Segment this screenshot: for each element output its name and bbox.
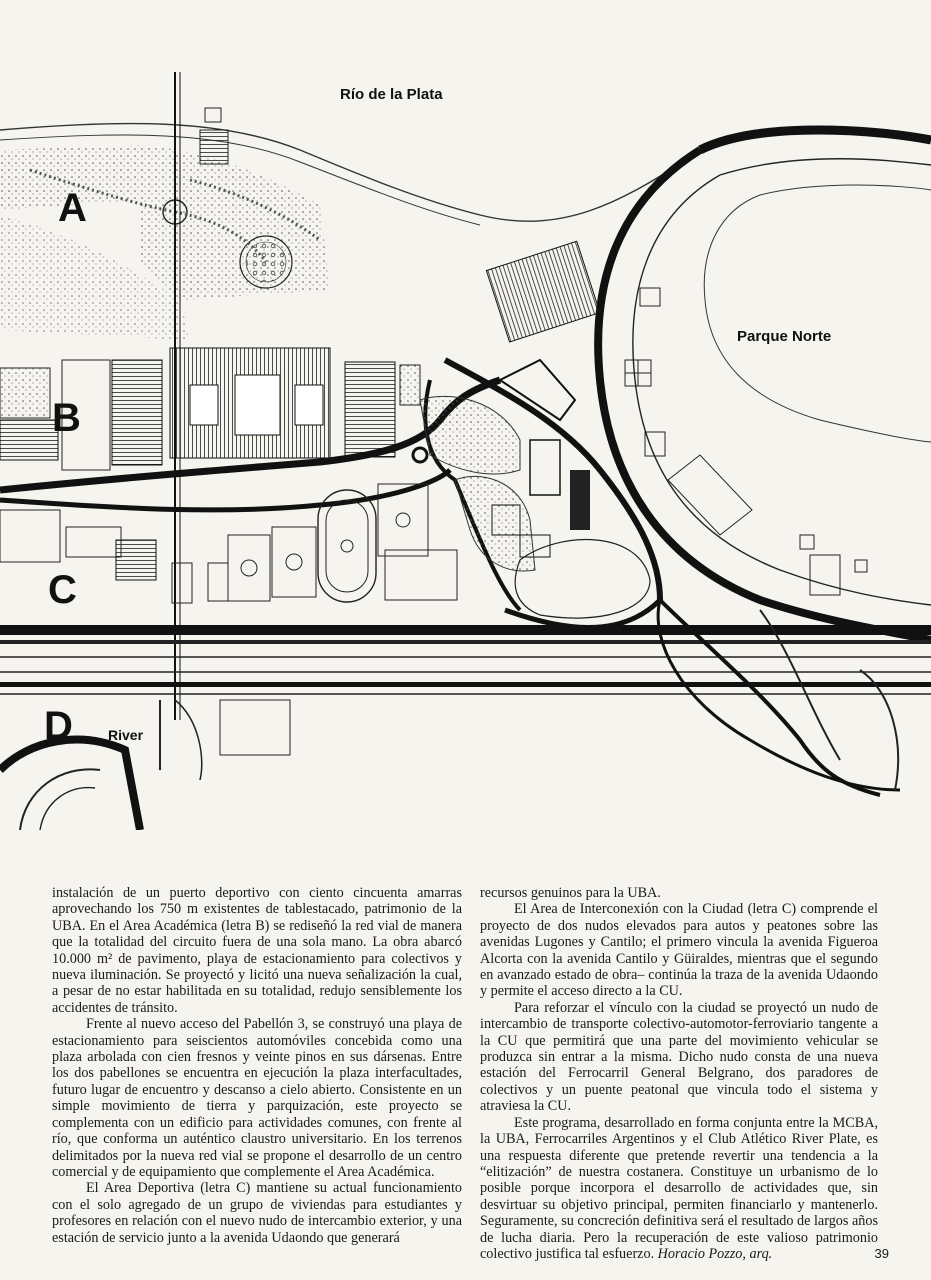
paragraph: instalación de un puerto deportivo con ciento cincuenta amarras aprovechando los 750 m existentes de tablestacado, patrimonio de la UBA. En el Area Académica (letra B) se rediseñó la red vial de manera que la totalidad del circuito fuera de una sola mano. La obra abarcó 10.000 m² de pavimento, playa de estacionamiento para colectivos y nueva iluminación. Se proyectó y licitó una nueva señalización la cual, a pesar de no estar habilitada en su totalidad, redujo sensiblemente los accidentes de tránsito. [52, 885, 462, 1016]
text-column-right [480, 885, 878, 1262]
parking-north [486, 241, 600, 342]
area-letter-a: A [58, 186, 87, 230]
label-rio-de-la-plata: Río de la Plata [340, 86, 443, 103]
area-letter-b: B [52, 396, 81, 440]
paragraph: Para reforzar el vínculo con la ciudad se proyectó un nudo de intercambio de transporte colectivo-automotor-ferroviario tangente a la CU que permitirá que una parte del movimiento vehicular se produzca sin entrar a la misma. Dicho nudo consta de una nueva estación del Ferrocarril General Belgrano, dos paradores de colectivos y un puente peatonal que vincula todo el sistema y atraviesa la CU. [480, 999, 878, 1115]
paragraph: Frente al nuevo acceso del Pabellón 3, se construyó una playa de estacionamiento para seiscientos automóviles concebida como una plaza arbolada con cien fresnos y veinte pinos en sus dársenas. Entre los dos pabellones se encuentra en ejecución la plaza interfacultades, futuro lugar de encuentro y descanso a cielo abierto. Consistente en un simple movimiento de tierra y parquización, este proyecto se complementa con un edificio para actividades comunes, con frente al río, que conforma un auténtico claustro universitario. En los terrenos delimitados por la nueva red vial se propone el desarrollo de un centro comercial y de equipamiento que complemente el Area Académica. [52, 1016, 462, 1180]
paragraph-final-text: Este programa, desarrollado en forma conjunta entre la MCBA, la UBA, Ferrocarriles Argentinos y el Club Atlético River Plate, es una respuesta diferente que pretende revertir una tendencia a la “elitización” de nuestra costanera. Constituye un urbanismo de lo posible porque incorpora el desarrollo de actividades que, sin desvirtuar su objetivo principal, permiten financiarlo y mantenerlo. Seguramente, su concreción definitiva será el resultado de largos años de lucha diaria. Pero la recuperación de este valioso patrimonio colectivo justifica tal esfuerzo. [480, 1114, 878, 1262]
paragraph: El Area de Interconexión con la Ciudad (letra C) comprende el proyecto de dos nudos elevados para autos y peatones sobre las avenidas Lugones y Cantilo; el primero vincula la avenida Figueroa Alcorta con la avenida Cantilo y Güiraldes, mientras que el segundo en avanzado estado de obra– continúa la traza de la avenida Udaondo y permite el acceso directo a la CU. [480, 901, 878, 1000]
author-signature: Horacio Pozzo, arq. [657, 1245, 773, 1262]
label-river: River [108, 727, 144, 743]
parque-norte [598, 130, 931, 640]
label-parque-norte: Parque Norte [737, 328, 832, 345]
text-column-left [52, 885, 462, 1246]
paragraph-final [480, 1115, 878, 1263]
paragraph: El Area Deportiva (letra C) mantiene su actual funcionamiento con el solo agregado de un grupo de viviendas para estudiantes y profesores en relación con el nuevo nudo de intercambio exterior, y una estación de servicio junto a la avenida Udaondo que generará [52, 1180, 462, 1246]
page-number: 39 [874, 1246, 889, 1261]
paragraph: recursos genuinos para la UBA. [480, 885, 661, 901]
area-letter-c: C [48, 568, 77, 612]
highway [0, 600, 931, 795]
area-letter-d: D [44, 704, 73, 748]
